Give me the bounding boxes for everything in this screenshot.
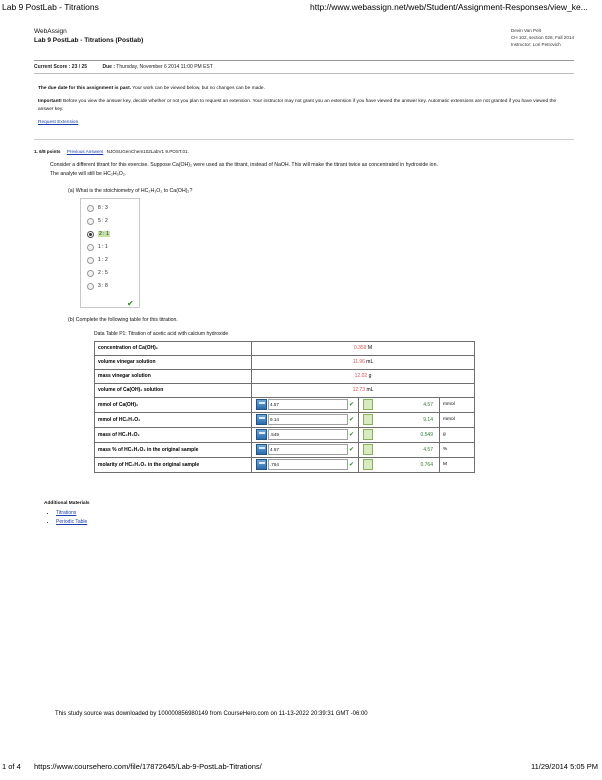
table-row — [95, 427, 475, 442]
important-bold: Important! — [38, 99, 62, 105]
table-row — [95, 383, 475, 397]
row-value-number: 11.96 — [352, 359, 365, 366]
answer-input[interactable]: .549 — [268, 429, 348, 440]
additional-link-periodic-table[interactable]: Periodic Table — [56, 518, 88, 525]
due-notice-bold: The due date for this assignment is past. — [38, 86, 132, 91]
due-notice-rest: Your work can be viewed below, but no changes can be made. — [131, 86, 265, 91]
additional-materials-heading: Additional Materials — [44, 500, 90, 506]
request-extension-row — [38, 119, 572, 126]
list-item — [56, 510, 574, 516]
result-icon — [363, 414, 373, 425]
table-row — [95, 457, 475, 472]
page-number: 1 of 4 — [2, 762, 21, 771]
current-score-value: 23 / 25 — [71, 64, 88, 70]
choice-option-5[interactable] — [81, 254, 139, 267]
table-row — [95, 412, 475, 427]
radio-icon[interactable] — [87, 257, 94, 264]
row-unit: mmol — [440, 412, 475, 427]
choice-option-3-selected[interactable] — [81, 228, 139, 241]
question-header — [34, 149, 574, 154]
choice-option-2[interactable] — [81, 215, 139, 228]
row-unit: g — [368, 373, 372, 380]
row-unit: M — [367, 345, 373, 352]
student-name: Devin Van Pelt — [510, 28, 541, 33]
row-unit: g — [440, 427, 475, 442]
document-url: http://www.webassign.net/web/Student/Assignment-Responses/view_ke... — [310, 2, 588, 12]
score-bar — [34, 64, 574, 74]
webassign-header — [34, 28, 574, 61]
question-stem — [50, 161, 574, 179]
request-extension-link[interactable]: Request Extension — [38, 120, 79, 126]
important-notice — [38, 98, 572, 113]
list-item — [56, 519, 574, 525]
row-value-number: 12.73 — [352, 387, 366, 394]
row-unit: mmol — [440, 397, 475, 412]
print-timestamp: 11/29/2014 5:05 PM — [531, 762, 598, 771]
answer-cell[interactable] — [252, 397, 359, 412]
answer-cell[interactable] — [252, 442, 359, 457]
row-unit: M — [440, 457, 475, 472]
choice-correct-row — [81, 293, 139, 308]
result-cell — [359, 457, 440, 472]
radio-icon[interactable] — [87, 270, 94, 277]
answer-cell[interactable] — [252, 412, 359, 427]
row-value — [252, 355, 475, 369]
choice-option-4[interactable] — [81, 241, 139, 254]
student-info — [511, 28, 574, 49]
stem-line-2: The analyte will still be HC₂H₃O₂. — [50, 170, 127, 177]
part-a-label: (a) What is the stoichiometry of HC₂H₃O₂ to Ca(OH)₂? — [68, 187, 193, 194]
due-value: Thursday, November 6 2014 11:00 PM EST — [116, 64, 213, 70]
choice-option-1[interactable] — [81, 202, 139, 215]
result-cell — [359, 442, 440, 457]
row-value — [252, 383, 475, 397]
radio-icon[interactable] — [87, 205, 94, 212]
answer-cell[interactable] — [252, 457, 359, 472]
row-label: mass % of HC₂H₃O₂ in the original sample — [95, 442, 252, 457]
coursehero-download-note: This study source was downloaded by 100000856980149 from CourseHero.com on 11-13-2022 20:39:31 GMT -06:00 — [55, 711, 368, 717]
data-table-caption: Data Table P1: Titration of acetic acid with calcium hydroxide — [94, 330, 229, 337]
document-title: Lab 9 PostLab - Titrations — [2, 2, 99, 12]
choice-label: 3 : 8 — [98, 282, 108, 289]
result-value: 4.57 — [423, 446, 433, 453]
choice-label: 2 : 5 — [98, 269, 108, 276]
radio-icon[interactable] — [87, 218, 94, 225]
previous-answers-link[interactable]: Previous Answers — [66, 148, 104, 154]
answer-input[interactable]: 4.57 — [268, 399, 348, 410]
table-row — [95, 397, 475, 412]
important-rest: Before you view the answer key, decide whether or not you plan to request an extension. Your instructor may not grant you an extension if you have viewed the answer key. Automatic extensions are not granted if you have viewed the answer key. — [38, 99, 557, 112]
choice-label: 5 : 2 — [98, 217, 108, 224]
calculator-icon[interactable] — [256, 399, 267, 410]
row-label: molarity of HC₂H₃O₂ in the original sample — [95, 457, 252, 472]
row-value — [252, 341, 475, 355]
radio-icon-selected[interactable] — [87, 231, 94, 238]
data-table — [94, 341, 475, 473]
row-value-number: 12.02 — [354, 373, 368, 380]
choice-label: 2 : 1 — [99, 230, 109, 237]
result-icon — [363, 459, 373, 470]
row-label: volume of Ca(OH)₂ solution — [95, 383, 252, 397]
answer-cell[interactable] — [252, 427, 359, 442]
document-body — [34, 28, 574, 528]
result-icon — [363, 444, 373, 455]
additional-materials-list — [56, 510, 574, 525]
choice-option-7[interactable] — [81, 280, 139, 293]
result-value: 0.549 — [420, 431, 433, 438]
checkmark-icon: ✔ — [127, 298, 134, 308]
result-value: 0.764 — [420, 461, 433, 468]
due-date-notice — [38, 85, 572, 92]
table-row — [95, 369, 475, 383]
table-row — [95, 341, 475, 355]
table-row — [95, 442, 475, 457]
calculator-icon[interactable] — [256, 459, 267, 470]
result-icon — [363, 429, 373, 440]
additional-link-titrations[interactable]: Titrations — [56, 509, 77, 516]
row-label: mmol of Ca(OH)₂ — [95, 397, 252, 412]
row-unit: % — [440, 442, 475, 457]
assignment-notices — [34, 81, 574, 140]
choice-option-6[interactable] — [81, 267, 139, 280]
row-value-number: 0.359 — [353, 345, 367, 352]
row-label: mmol of HC₂H₃O₂ — [95, 412, 252, 427]
choice-label: 8 : 3 — [98, 204, 108, 211]
part-b-label: (b) Complete the following table for this titration. — [68, 316, 178, 323]
current-score-label: Current Score : — [34, 64, 71, 70]
webassign-brand: WebAssign — [34, 28, 67, 35]
question-code: NJOSUGenChem102LabV1 9.POST.01. — [106, 148, 189, 154]
result-value: 4.57 — [423, 401, 433, 408]
row-label: mass of HC₂H₃O₂ — [95, 427, 252, 442]
answer-input[interactable]: 4.57 — [268, 444, 348, 455]
result-value: 9.14 — [423, 416, 433, 423]
result-cell — [359, 427, 440, 442]
table-row — [95, 355, 475, 369]
due-label: Due : — [102, 64, 115, 70]
correct-check-icon: ✔ — [348, 417, 354, 424]
question-points: 1. 6/8 points — [34, 148, 61, 154]
answer-input[interactable]: 9.14 — [268, 414, 348, 425]
result-cell — [359, 397, 440, 412]
calculator-icon[interactable] — [256, 414, 267, 425]
instructor-line: Instructor: Lori Petrovich — [510, 41, 561, 47]
row-label: concentration of Ca(OH)₂ — [95, 341, 252, 355]
coursehero-url: https://www.coursehero.com/file/17872645/Lab-9-PostLab-Titrations/ — [34, 762, 262, 771]
print-header — [0, 0, 602, 18]
result-cell — [359, 412, 440, 427]
radio-icon[interactable] — [87, 283, 94, 290]
calculator-icon[interactable] — [256, 429, 267, 440]
choice-label: 1 : 2 — [98, 256, 108, 263]
choice-label: 1 : 1 — [98, 243, 108, 250]
radio-icon[interactable] — [87, 244, 94, 251]
course-line: CH 102, section 028, Fall 2014 — [510, 34, 574, 40]
row-value — [252, 369, 475, 383]
row-unit: mL — [366, 359, 374, 366]
assignment-title: Lab 9 PostLab - Titrations (Postlab) — [34, 37, 144, 44]
choice-group — [80, 198, 140, 308]
row-label: mass vinegar solution — [95, 369, 252, 383]
correct-check-icon: ✔ — [348, 432, 354, 439]
answer-input[interactable]: .764 — [268, 459, 348, 470]
calculator-icon[interactable] — [256, 444, 267, 455]
stem-line-1: Consider a different titrant for this exercise. Suppose Ca(OH)₂ were used as the titrant, instead of NaOH. This will make the titrant twice as concentrated in hydroxide ion. — [50, 161, 438, 168]
row-label: volume vinegar solution — [95, 355, 252, 369]
correct-check-icon: ✔ — [348, 447, 354, 454]
correct-check-icon: ✔ — [348, 402, 354, 409]
row-unit: mL — [366, 387, 374, 394]
result-icon — [363, 399, 373, 410]
correct-check-icon: ✔ — [348, 462, 354, 469]
